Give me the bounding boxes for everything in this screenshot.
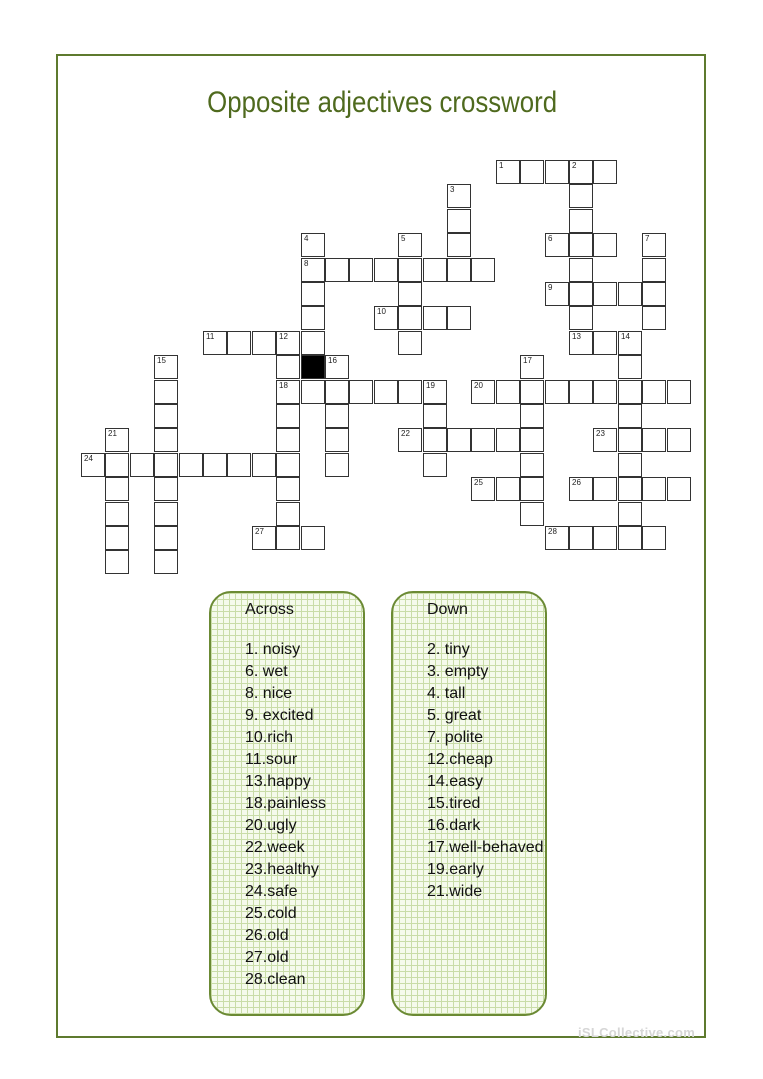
- clue-number: 10: [377, 307, 386, 316]
- crossword-cell: [154, 502, 178, 526]
- crossword-cell: [203, 453, 227, 477]
- across-clues-box: [209, 591, 365, 1016]
- crossword-cell: [642, 526, 666, 550]
- down-clue: 3. empty: [427, 663, 489, 680]
- clue-number: 14: [621, 332, 630, 341]
- clue-number: 23: [596, 429, 605, 438]
- clue-number: 24: [84, 454, 93, 463]
- crossword-cell: [667, 380, 691, 404]
- crossword-cell: [569, 477, 593, 501]
- down-clue: 14.easy: [427, 773, 484, 790]
- crossword-cell: [618, 526, 642, 550]
- crossword-cell: [618, 428, 642, 452]
- crossword-cell: [618, 453, 642, 477]
- clue-number: 8: [304, 259, 309, 268]
- crossword-cell: [252, 331, 276, 355]
- clue-number: 12: [279, 332, 288, 341]
- crossword-cell: [471, 380, 495, 404]
- clue-number: 4: [304, 234, 309, 243]
- crossword-cell: [81, 453, 105, 477]
- down-clues-box: [391, 591, 547, 1016]
- crossword-cell: [398, 306, 422, 330]
- clue-number: 21: [108, 429, 117, 438]
- crossword-cell: [569, 380, 593, 404]
- across-clue: 1. noisy: [245, 641, 301, 658]
- crossword-cell: [520, 477, 544, 501]
- crossword-cell: [569, 233, 593, 257]
- crossword-cell: [447, 184, 471, 208]
- crossword-cell: [276, 331, 300, 355]
- crossword-cell: [105, 428, 129, 452]
- crossword-cell: [618, 502, 642, 526]
- crossword-cell: [520, 380, 544, 404]
- crossword-cell: [496, 428, 520, 452]
- across-clue: 27.old: [245, 949, 289, 966]
- crossword-cell: [667, 477, 691, 501]
- crossword-cell: [618, 380, 642, 404]
- crossword-cell: [276, 502, 300, 526]
- clue-number: 9: [548, 283, 553, 292]
- across-clue: 10.rich: [245, 729, 294, 746]
- crossword-cell: [496, 477, 520, 501]
- across-clue: 22.week: [245, 839, 305, 856]
- crossword-cell: [569, 160, 593, 184]
- crossword-cell: [325, 380, 349, 404]
- crossword-cell: [447, 233, 471, 257]
- crossword-cell: [374, 306, 398, 330]
- crossword-cell: [593, 331, 617, 355]
- across-clue: 11.sour: [245, 751, 298, 768]
- across-clue: 25.cold: [245, 905, 297, 922]
- crossword-cell: [545, 380, 569, 404]
- crossword-cell: [423, 404, 447, 428]
- clue-number: 7: [645, 234, 650, 243]
- crossword-cell: [227, 453, 251, 477]
- across-clue: 9. excited: [245, 707, 314, 724]
- down-clue: 21.wide: [427, 883, 483, 900]
- crossword-cell: [593, 233, 617, 257]
- down-clue: 12.cheap: [427, 751, 493, 768]
- down-clue: 17.well-behaved: [427, 839, 544, 856]
- crossword-cell: [520, 502, 544, 526]
- crossword-cell: [593, 428, 617, 452]
- crossword-cell: [325, 355, 349, 379]
- crossword-cell: [154, 477, 178, 501]
- crossword-cell: [398, 331, 422, 355]
- crossword-cell: [325, 428, 349, 452]
- crossword-cell: [154, 550, 178, 574]
- crossword-cell: [569, 526, 593, 550]
- clue-number: 26: [572, 478, 581, 487]
- clue-number: 19: [426, 381, 435, 390]
- crossword-cell: [374, 380, 398, 404]
- crossword-cell: [569, 184, 593, 208]
- clue-number: 11: [206, 332, 215, 341]
- crossword-cell: [105, 477, 129, 501]
- crossword-cell: [471, 428, 495, 452]
- crossword-cell: [545, 526, 569, 550]
- crossword-cell: [569, 306, 593, 330]
- clue-number: 3: [450, 185, 455, 194]
- crossword-cell: [301, 331, 325, 355]
- crossword-cell: [276, 404, 300, 428]
- crossword-cell: [593, 160, 617, 184]
- crossword-cell: [520, 453, 544, 477]
- across-clue: 24.safe: [245, 883, 298, 900]
- clue-number: 22: [401, 429, 410, 438]
- crossword-cell: [545, 233, 569, 257]
- down-clue-list: [427, 639, 544, 903]
- down-clue: 5. great: [427, 707, 482, 724]
- crossword-cell: [301, 282, 325, 306]
- clue-number: 28: [548, 527, 557, 536]
- across-clue-list: [245, 639, 326, 991]
- crossword-cell: [569, 258, 593, 282]
- crossword-cell: [545, 160, 569, 184]
- crossword-cell: [252, 526, 276, 550]
- clue-number: 5: [401, 234, 406, 243]
- crossword-cell: [496, 160, 520, 184]
- clue-number: 13: [572, 332, 581, 341]
- across-heading: Across: [245, 601, 294, 618]
- across-clue: 8. nice: [245, 685, 293, 702]
- crossword-cell: [520, 355, 544, 379]
- crossword-cell: [301, 380, 325, 404]
- clue-number: 27: [255, 527, 264, 536]
- crossword-cell: [105, 526, 129, 550]
- watermark: iSLCollective.com: [578, 1025, 696, 1040]
- down-clue: 4. tall: [427, 685, 466, 702]
- crossword-cell: [398, 380, 422, 404]
- clue-number: 2: [572, 161, 577, 170]
- crossword-cell: [618, 404, 642, 428]
- crossword-cell: [276, 477, 300, 501]
- crossword-cell: [642, 477, 666, 501]
- crossword-cell: [423, 453, 447, 477]
- clue-number: 6: [548, 234, 553, 243]
- crossword-cell: [154, 404, 178, 428]
- crossword-cell: [276, 526, 300, 550]
- crossword-cell: [642, 233, 666, 257]
- clue-number: 1: [499, 161, 504, 170]
- across-clue: 28.clean: [245, 971, 306, 988]
- crossword-cell: [569, 331, 593, 355]
- across-clue: 6. wet: [245, 663, 288, 680]
- crossword-cell: [325, 404, 349, 428]
- clue-number: 20: [474, 381, 483, 390]
- crossword-cell: [593, 282, 617, 306]
- crossword-cell: [301, 258, 325, 282]
- down-clue: 16.dark: [427, 817, 481, 834]
- crossword-cell: [349, 258, 373, 282]
- clue-number: 17: [523, 356, 532, 365]
- down-clue: 7. polite: [427, 729, 484, 746]
- down-heading: Down: [427, 601, 468, 618]
- across-clue: 13.happy: [245, 773, 311, 790]
- crossword-cell: [325, 258, 349, 282]
- crossword-cell: [423, 380, 447, 404]
- crossword-cell: [276, 428, 300, 452]
- crossword-cell: [593, 526, 617, 550]
- crossword-cell: [642, 258, 666, 282]
- crossword-cell: [105, 453, 129, 477]
- crossword-cell: [374, 258, 398, 282]
- crossword-cell: [252, 453, 276, 477]
- crossword-cell: [471, 258, 495, 282]
- crossword-cell: [301, 233, 325, 257]
- crossword-cell: [423, 258, 447, 282]
- crossword-cell: [447, 428, 471, 452]
- clue-number: 25: [474, 478, 483, 487]
- crossword-cell: [423, 428, 447, 452]
- across-clue: 20.ugly: [245, 817, 297, 834]
- crossword-cell: [520, 160, 544, 184]
- crossword-cell: [447, 306, 471, 330]
- crossword-cell: [642, 428, 666, 452]
- across-clue: 26.old: [245, 927, 289, 944]
- across-clue: 23.healthy: [245, 861, 319, 878]
- crossword-cell: [642, 380, 666, 404]
- crossword-cell: [276, 355, 300, 379]
- clue-number: 18: [279, 381, 288, 390]
- crossword-cell: [496, 380, 520, 404]
- crossword-cell: [227, 331, 251, 355]
- crossword-cell: [471, 477, 495, 501]
- crossword-cell: [301, 306, 325, 330]
- down-clue: 15.tired: [427, 795, 481, 812]
- crossword-cell: [154, 380, 178, 404]
- crossword-cell: [398, 258, 422, 282]
- crossword-cell: [569, 209, 593, 233]
- crossword-cell: [154, 355, 178, 379]
- crossword-cell: [276, 453, 300, 477]
- crossword-cell: [642, 306, 666, 330]
- crossword-cell: [618, 331, 642, 355]
- crossword-cell: [447, 209, 471, 233]
- crossword-cell: [154, 453, 178, 477]
- crossword-cell: [520, 428, 544, 452]
- crossword-cell: [105, 550, 129, 574]
- crossword-cell: [398, 233, 422, 257]
- crossword-cell: [203, 331, 227, 355]
- crossword-cell: [349, 380, 373, 404]
- crossword-cell: [398, 428, 422, 452]
- crossword-cell: [618, 355, 642, 379]
- blocked-cell: [301, 355, 325, 379]
- crossword-cell: [154, 526, 178, 550]
- crossword-cell: [301, 526, 325, 550]
- crossword-cell: [130, 453, 154, 477]
- down-clue: 2. tiny: [427, 641, 470, 658]
- crossword-cell: [618, 477, 642, 501]
- crossword-cell: [569, 282, 593, 306]
- crossword-cell: [276, 380, 300, 404]
- crossword-cell: [423, 306, 447, 330]
- crossword-cell: [447, 258, 471, 282]
- crossword-cell: [642, 282, 666, 306]
- crossword-cell: [545, 282, 569, 306]
- crossword-cell: [154, 428, 178, 452]
- crossword-cell: [105, 502, 129, 526]
- page-title: Opposite adjectives crossword: [207, 86, 558, 119]
- crossword-cell: [593, 477, 617, 501]
- crossword-cell: [667, 428, 691, 452]
- crossword-cell: [325, 453, 349, 477]
- crossword-cell: [593, 380, 617, 404]
- crossword-cell: [179, 453, 203, 477]
- clue-number: 16: [328, 356, 337, 365]
- down-clue: 19.early: [427, 861, 484, 878]
- clue-number: 15: [157, 356, 166, 365]
- crossword-cell: [398, 282, 422, 306]
- crossword-cell: [520, 404, 544, 428]
- across-clue: 18.painless: [245, 795, 326, 812]
- crossword-cell: [618, 282, 642, 306]
